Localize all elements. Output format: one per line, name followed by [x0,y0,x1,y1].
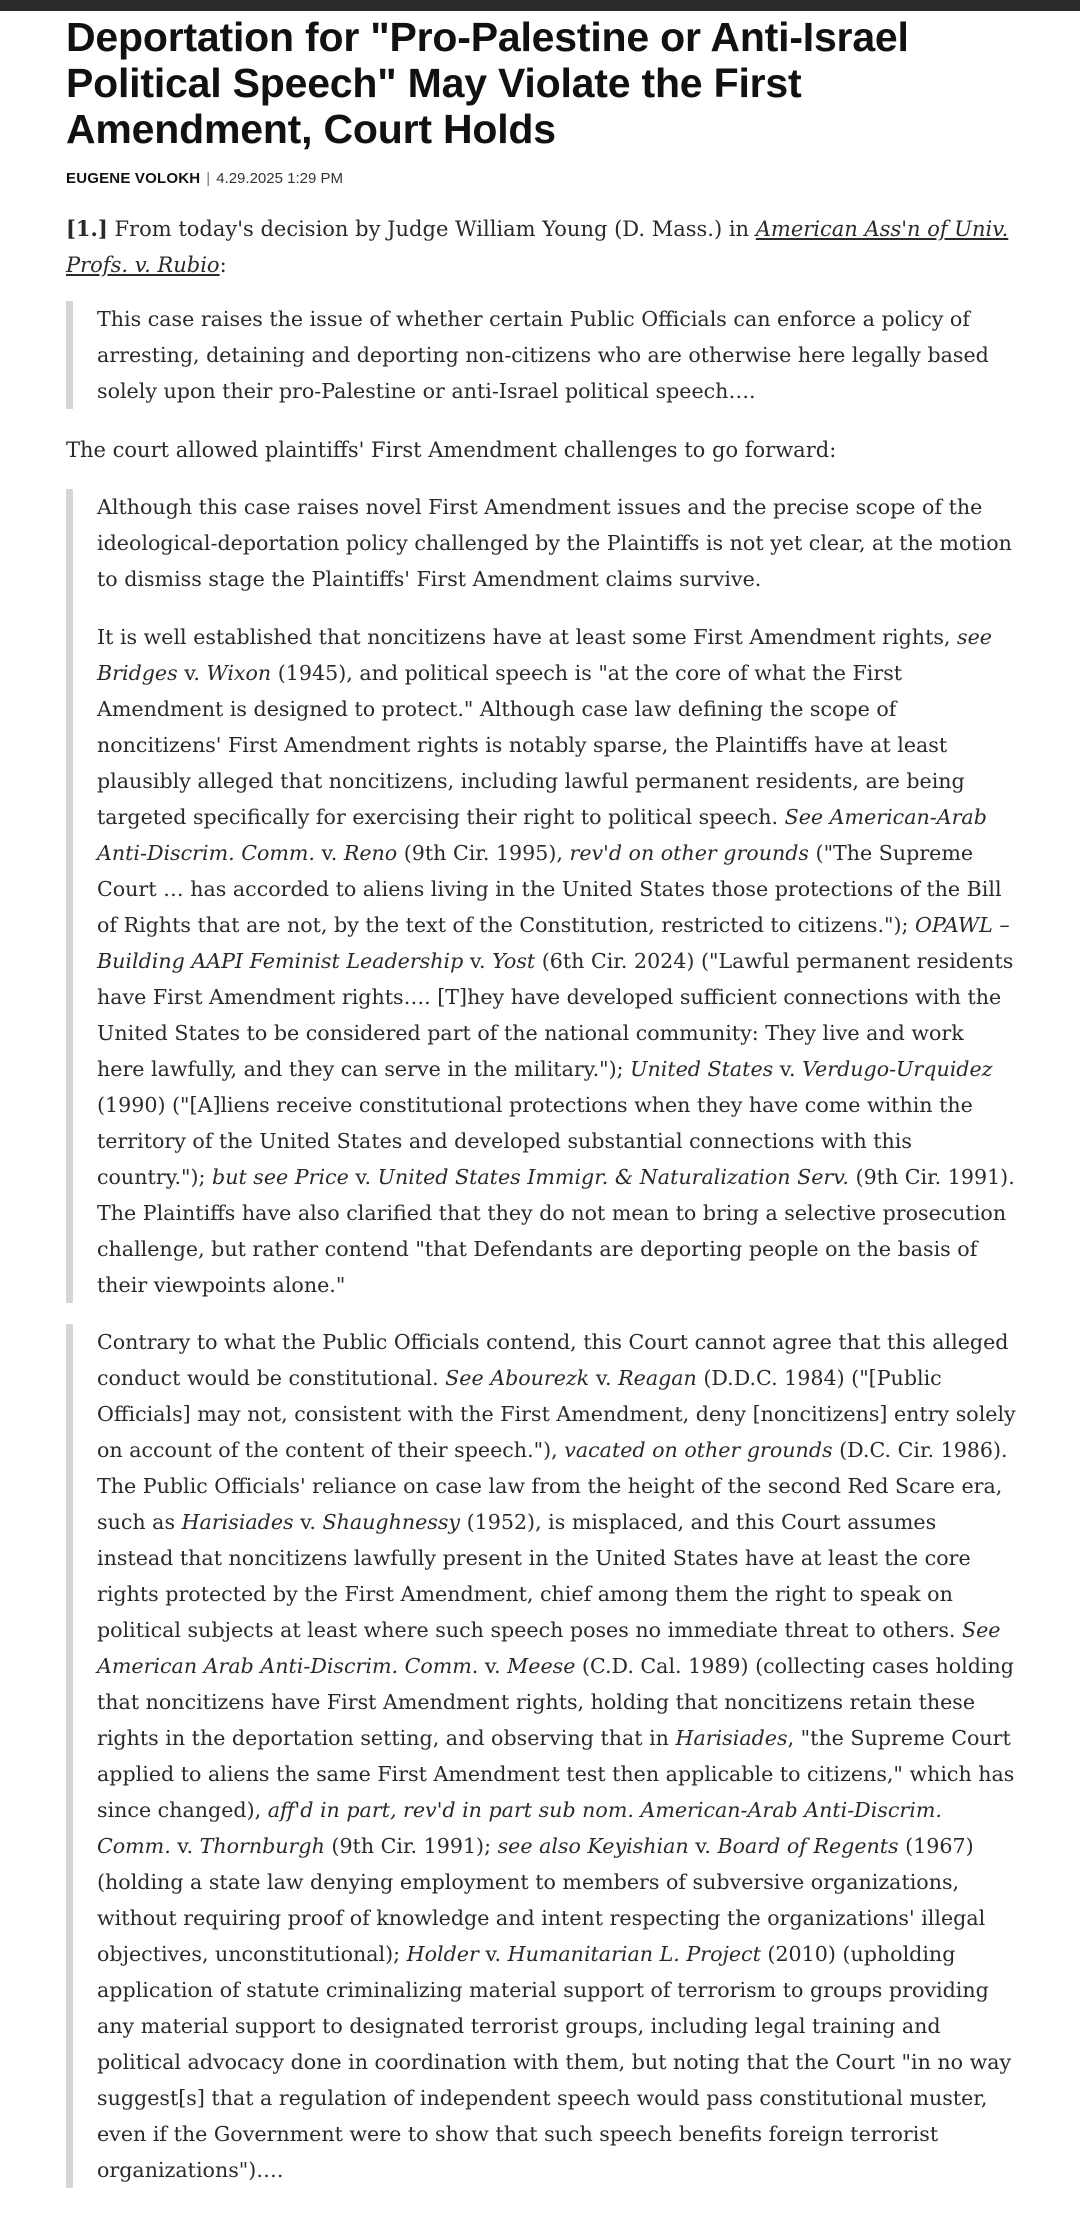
byline [66,169,1016,189]
blockquote-1 [66,301,1016,409]
intro-paragraph [66,211,1016,283]
quote-paragraph: Although this case raises novel First Amendment issues and the precise scope of the ideological-deportation policy challenged by the Plaintiffs is not yet clear, at the motion to dismiss stage the Plaintiffs' First Amendment claims survive. [97,495,1012,591]
publish-date: 4.29.2025 1:29 PM [216,170,343,187]
quote-paragraph: It is well established that noncitizens have at least some First Amendment rights, see Bridges v. Wixon (1945), and political speech is "at the core of what the First Amendment is designed to protect." Although case law defining the scope of noncitizens' First Amendment rights is notably sparse, the Plaintiffs have at least plausibly alleged that noncitizens, including lawful permanent residents, are being targeted specifically for exercising their right to political speech. See American-Arab Anti-Discrim. Comm. v. Reno (9th Cir. 1995), rev'd on other grounds ("The Supreme Court … has accorded to aliens living in the United States those protections of the Bill of Rights that are not, by the text of the Constitution, restricted to citizens."); OPAWL – Building AAPI Feminist Leadership v. Yost (6th Cir. 2024) ("Lawful permanent residents have First Amendment rights…. [T]hey have developed sufficient connections with the United States to be considered part of the national community: They live and work here lawfully, and they can serve in the military."); United States v. Verdugo-Urquidez (1990) ("[A]liens receive constitutional protections when they have come within the territory of the United States and developed substantial connections with this country."); but see Price v. United States Immigr. & Naturalization Serv. (9th Cir. 1991). The Plaintiffs have also clarified that they do not mean to bring a selective prosecution challenge, but rather contend "that Defendants are deporting people on the basis of their viewpoints alone." [97,625,1015,1297]
author-link[interactable]: EUGENE VOLOKH [66,170,201,187]
intro-colon: : [219,253,227,277]
article [66,14,1016,2188]
quote-paragraph: This case raises the issue of whether certain Public Officials can enforce a policy of arresting, detaining and deporting non-citizens who are otherwise here legally based solely upon their pro-Palestine or anti-Israel political speech…. [97,307,989,403]
court-paragraph: The court allowed plaintiffs' First Amendment challenges to go forward: [66,438,837,462]
top-bar [0,0,1080,11]
article-title: Deportation for "Pro-Palestine or Anti-Israel Political Speech" May Violate the First Amendment, Court Holds [66,14,909,152]
section-number: [1.] [66,216,108,241]
case-link[interactable]: American Ass'n of Univ. Profs. v. Rubio [66,217,1009,277]
byline-separator: | [206,170,211,187]
article-body [66,211,1016,2188]
blockquote-2 [66,489,1016,1303]
quote-paragraph: Contrary to what the Public Officials contend, this Court cannot agree that this alleged conduct would be constitutional. See Abourezk v. Reagan (D.D.C. 1984) ("[Public Officials] may not, consistent with the First Amendment, deny [noncitizens] entry solely on account of the content of their speech."), vacated on other grounds (D.C. Cir. 1986). The Public Officials' reliance on case law from the height of the second Red Scare era, such as Harisiades v. Shaughnessy (1952), is misplaced, and this Court assumes instead that noncitizens lawfully present in the United States have at least the core rights protected by the First Amendment, chief among them the right to speak on political subjects at least where such speech poses no immediate threat to others. See American Arab Anti-Discrim. Comm. v. Meese (C.D. Cal. 1989) (collecting cases holding that noncitizens have First Amendment rights, holding that noncitizens retain these rights in the deportation setting, and observing that in Harisiades, "the Supreme Court applied to aliens the same First Amendment test then applicable to citizens," which has since changed), aff'd in part, rev'd in part sub nom. American-Arab Anti-Discrim. Comm. v. Thornburgh (9th Cir. 1991); see also Keyishian v. Board of Regents (1967) (holding a state law denying employment to members of subversive organizations, without requiring proof of knowledge and intent respecting the organizations' illegal objectives, unconstitutional); Holder v. Humanitarian L. Project (2010) (upholding application of statute criminalizing material support of terrorism to groups providing any material support to designated terrorist groups, including legal training and political advocacy done in coordination with them, but noting that the Court "in no way suggest[s] that a regulation of independent speech would pass constitutional muster, even if the Government were to show that such speech benefits foreign terrorist organizations")…. [97,1330,1016,2182]
blockquote-3 [66,1324,1016,2188]
intro-text: From today's decision by Judge William Young (D. Mass.) in [107,217,756,241]
